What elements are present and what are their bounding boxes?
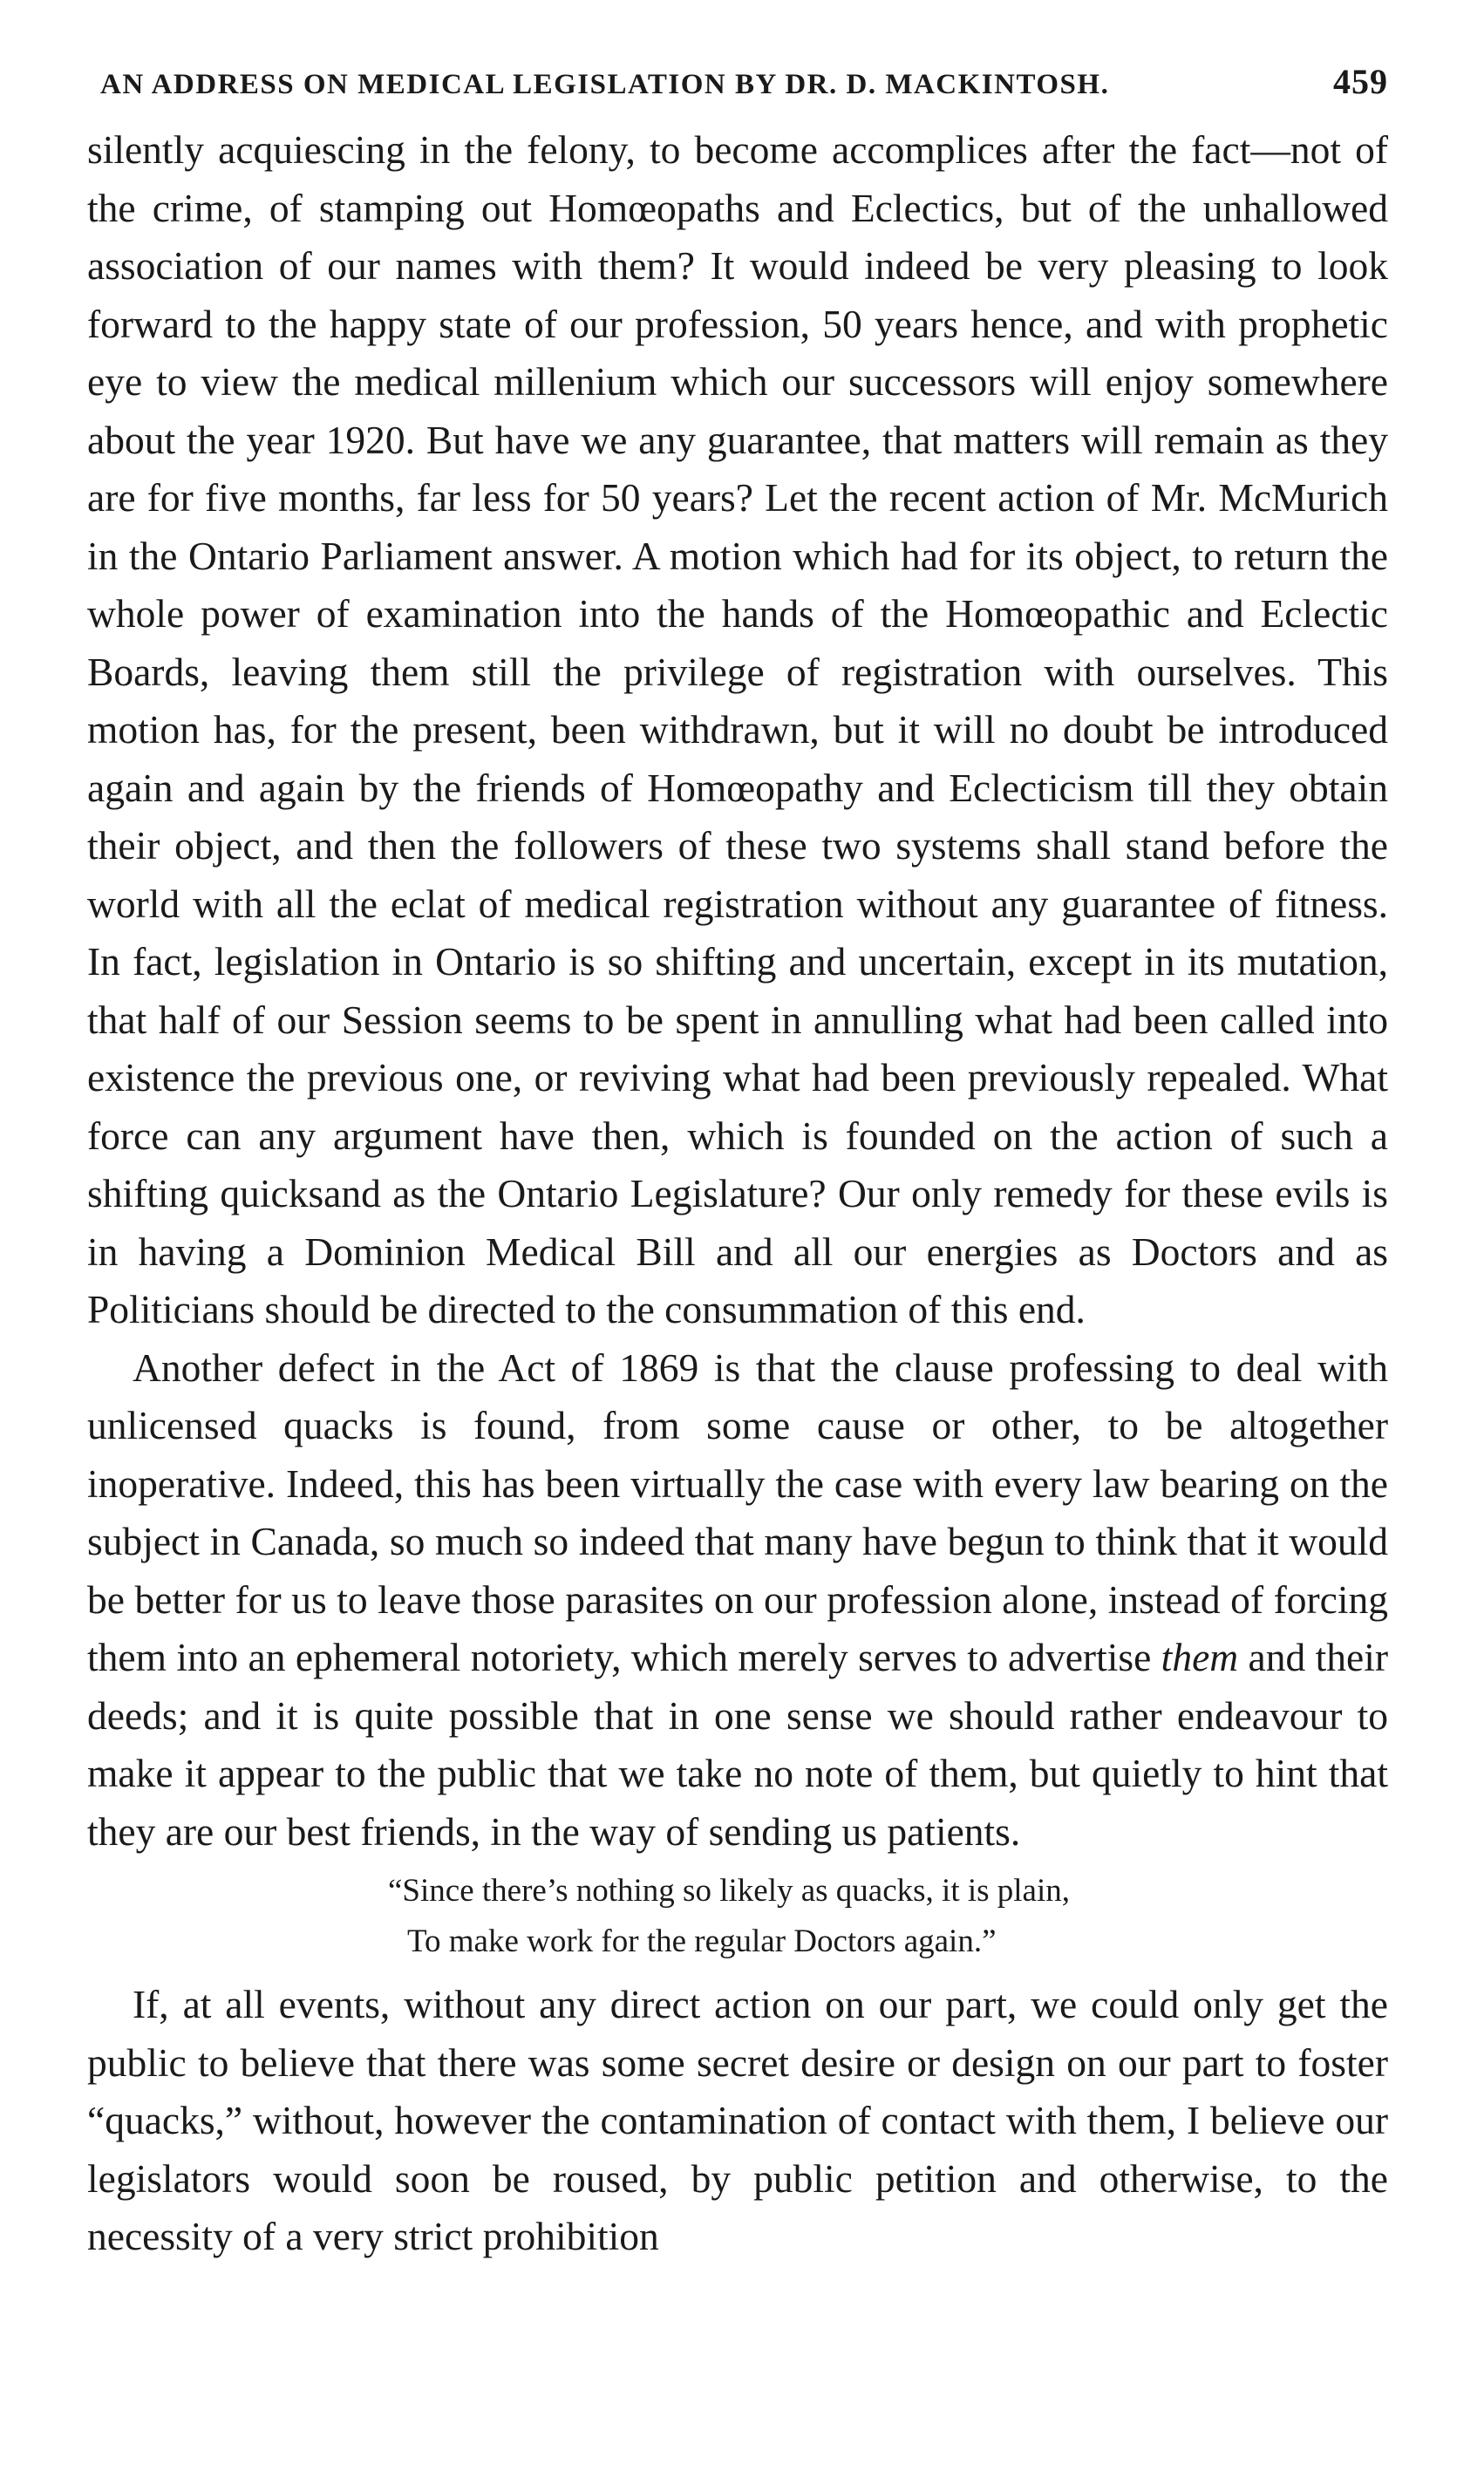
paragraph-1 [87,121,1388,1339]
paragraph-2-text-start: Another defect in the Act of 1869 is that the clause professing to deal with unlicensed quacks is found, from some cause or other, to be altogether inoperative. Indeed, this has been virtually the case with every law bearing on the subject in Canada, so much so indeed that many have begun to think that it would be better for us to leave those parasites on our profession alone, instead of forcing them into an ephemeral notoriety, which merely serves to advertise [87,1345,1388,1679]
verse-quotation [87,1866,1388,1967]
running-head: AN ADDRESS ON MEDICAL LEGISLATION BY DR. D. MACKINTOSH. [100,69,1110,100]
paragraph-2-emphasis: them [1161,1635,1239,1679]
verse-line-1: “Since there’s nothing so likely as quacks, it is plain, [388,1873,1071,1909]
paragraph-2 [87,1339,1388,1862]
paragraph-2-text-end: and their deeds; and it is quite possible that in one sense we should rather endeavour to make it appear to the public that we take no note of them, but quietly to hint that they are our best friends, in the way of sending us patients. [87,1635,1388,1854]
paragraph-3: If, at all events, without any direct action on our part, we could only get the public to believe that there was some secret desire or design on our part to foster “quacks,” without, however the contamination of contact with them, I believe our legislators would soon be roused, by public petition and otherwise, to the necessity of a very strict prohibition [87,1982,1388,2258]
verse-line-2: To make work for the regular Doctors again.” [407,1923,997,1959]
paragraph-1-text: silently acquiescing in the felony, to become accomplices after the fact—not of the crime, of stamping out Homœopaths and Eclectics, but of the unhallowed association of our names with them? It would indeed be very pleasing to look forward to the happy state of our profession, 50 years hence, and with prophetic eye to view the medical millenium which our successors will enjoy somewhere about the year 1920. But have we any guarantee, that matters will remain as they are for five months, far less for 50 years? Let the recent action of Mr. McMurich in the Ontario Parliament answer. A motion which had for its object, to return the whole power of examination into the hands of the Homœopathic and Eclectic Boards, leaving them still the privilege of registration with ourselves. This motion has, for the present, been withdrawn, but it will no doubt be introduced again and again by the friends of Homœopathy and Eclecticism till they obtain their object, and then the followers of these two systems shall stand before the world with all the eclat of medical registration without any guarantee of fitness. In fact, legislation in Ontario is so shifting and uncertain, except in its mutation, that half of our Session seems to be spent in annulling what had been called into existence the previous one, or reviving what had been previously repealed. What force can any argument have then, which is founded on the action of such a shifting quicksand as the Ontario Legislature? Our only remedy for these evils is in having a Dominion Medical Bill and all our energies as Doctors and as Politicians should be directed to the consummation of this end. [87,127,1388,1331]
page-number: 459 [1333,62,1388,101]
page-header [100,61,1388,102]
